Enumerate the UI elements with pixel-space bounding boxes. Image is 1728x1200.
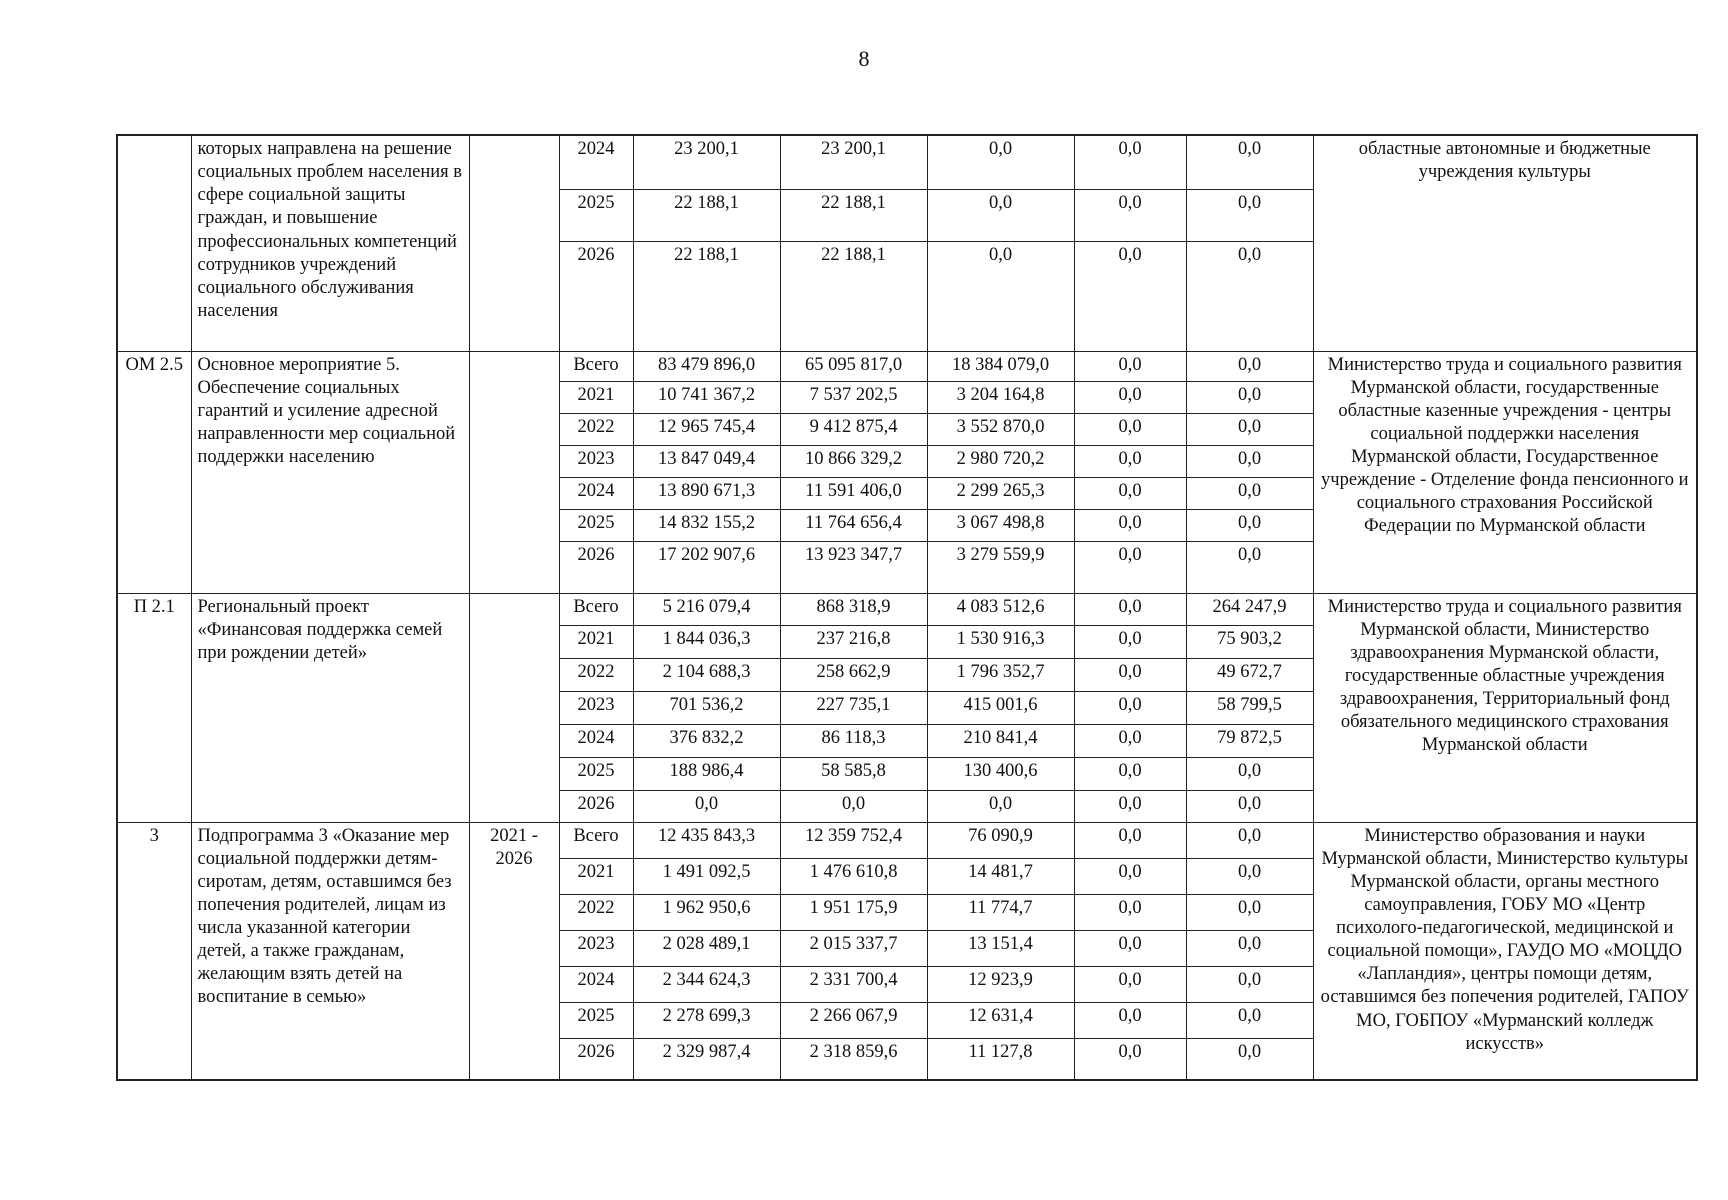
- year-cell: Всего: [559, 593, 633, 625]
- executor-cell: областные автономные и бюджетные учреждения культуры: [1313, 135, 1697, 351]
- measure-code: П 2.1: [117, 593, 191, 822]
- other-sources-cell: 49 672,7: [1186, 658, 1313, 691]
- federal-budget-cell: 4 083 512,6: [927, 593, 1074, 625]
- local-budget-cell: 0,0: [1074, 757, 1186, 790]
- other-sources-cell: 0,0: [1186, 822, 1313, 858]
- federal-budget-cell: 3 552 870,0: [927, 413, 1074, 445]
- regional-budget-cell: 9 412 875,4: [780, 413, 927, 445]
- total-cell: 22 188,1: [633, 189, 780, 241]
- regional-budget-cell: 22 188,1: [780, 189, 927, 241]
- local-budget-cell: 0,0: [1074, 1002, 1186, 1038]
- other-sources-cell: 0,0: [1186, 351, 1313, 381]
- year-cell: 2026: [559, 541, 633, 593]
- year-cell: 2024: [559, 135, 633, 189]
- total-cell: 1 491 092,5: [633, 858, 780, 894]
- measure-period: [469, 351, 559, 593]
- other-sources-cell: 0,0: [1186, 189, 1313, 241]
- federal-budget-cell: 12 923,9: [927, 966, 1074, 1002]
- other-sources-cell: 0,0: [1186, 1002, 1313, 1038]
- federal-budget-cell: 3 067 498,8: [927, 509, 1074, 541]
- executor-cell: Министерство труда и социального развития Мурманской области, государственные областные казенные учреждения - центры социальной поддержки населения Мурманской области, Государственное учреждение - Отделение фонда пенсионного и социального страхования Российской Федерации по Мурманской области: [1313, 351, 1697, 593]
- regional-budget-cell: 10 866 329,2: [780, 445, 927, 477]
- table-row: [117, 135, 1697, 189]
- regional-budget-cell: 13 923 347,7: [780, 541, 927, 593]
- page-number: 8: [858, 46, 870, 71]
- executor-cell: Министерство труда и социального развития Мурманской области, Министерство здравоохранения Мурманской области, государственные областные учреждения здравоохранения, Территориальный фонд обязательного медицинского страхования Мурманской области: [1313, 593, 1697, 822]
- measure-name: Основное мероприятие 5. Обеспечение социальных гарантий и усиление адресной направленности мер социальной поддержки населению: [191, 351, 469, 593]
- other-sources-cell: 0,0: [1186, 241, 1313, 351]
- federal-budget-cell: 13 151,4: [927, 930, 1074, 966]
- measure-code: 3: [117, 822, 191, 1080]
- year-cell: 2022: [559, 658, 633, 691]
- measure-period: 2021 - 2026: [469, 822, 559, 1080]
- year-cell: 2025: [559, 509, 633, 541]
- local-budget-cell: 0,0: [1074, 724, 1186, 757]
- total-cell: 188 986,4: [633, 757, 780, 790]
- regional-budget-cell: 0,0: [780, 790, 927, 822]
- federal-budget-cell: 1 530 916,3: [927, 625, 1074, 658]
- local-budget-cell: 0,0: [1074, 445, 1186, 477]
- regional-budget-cell: 23 200,1: [780, 135, 927, 189]
- year-cell: 2023: [559, 445, 633, 477]
- total-cell: 701 536,2: [633, 691, 780, 724]
- regional-budget-cell: 2 331 700,4: [780, 966, 927, 1002]
- local-budget-cell: 0,0: [1074, 477, 1186, 509]
- total-cell: 13 890 671,3: [633, 477, 780, 509]
- federal-budget-cell: 11 127,8: [927, 1038, 1074, 1080]
- regional-budget-cell: 2 266 067,9: [780, 1002, 927, 1038]
- other-sources-cell: 0,0: [1186, 930, 1313, 966]
- local-budget-cell: 0,0: [1074, 930, 1186, 966]
- regional-budget-cell: 11 764 656,4: [780, 509, 927, 541]
- other-sources-cell: 58 799,5: [1186, 691, 1313, 724]
- local-budget-cell: 0,0: [1074, 189, 1186, 241]
- federal-budget-cell: 415 001,6: [927, 691, 1074, 724]
- year-cell: 2025: [559, 1002, 633, 1038]
- year-cell: Всего: [559, 351, 633, 381]
- local-budget-cell: 0,0: [1074, 691, 1186, 724]
- year-cell: 2024: [559, 477, 633, 509]
- local-budget-cell: 0,0: [1074, 790, 1186, 822]
- regional-budget-cell: 2 318 859,6: [780, 1038, 927, 1080]
- other-sources-cell: 0,0: [1186, 966, 1313, 1002]
- federal-budget-cell: 76 090,9: [927, 822, 1074, 858]
- local-budget-cell: 0,0: [1074, 541, 1186, 593]
- regional-budget-cell: 868 318,9: [780, 593, 927, 625]
- regional-budget-cell: 86 118,3: [780, 724, 927, 757]
- federal-budget-cell: 1 796 352,7: [927, 658, 1074, 691]
- local-budget-cell: 0,0: [1074, 509, 1186, 541]
- regional-budget-cell: 58 585,8: [780, 757, 927, 790]
- executor-cell: Министерство образования и науки Мурманской области, Министерство культуры Мурманской области, органы местного самоуправления, ГОБУ МО «Центр психолого-педагогической, медицинской и социальной помощи», ГАУДО МО «МОЦДО «Лапландия», центры помощи детям, оставшимся без попечения родителей, ГАПОУ МО, ГОБПОУ «Мурманский колледж искусств»: [1313, 822, 1697, 1080]
- regional-budget-cell: 227 735,1: [780, 691, 927, 724]
- year-cell: 2021: [559, 381, 633, 413]
- table-row: [117, 593, 1697, 625]
- other-sources-cell: 0,0: [1186, 1038, 1313, 1080]
- other-sources-cell: 0,0: [1186, 477, 1313, 509]
- year-cell: 2025: [559, 189, 633, 241]
- measure-period: [469, 135, 559, 351]
- federal-budget-cell: 14 481,7: [927, 858, 1074, 894]
- year-cell: 2021: [559, 858, 633, 894]
- table-row: [117, 822, 1697, 858]
- total-cell: 2 278 699,3: [633, 1002, 780, 1038]
- regional-budget-cell: 11 591 406,0: [780, 477, 927, 509]
- other-sources-cell: 0,0: [1186, 509, 1313, 541]
- total-cell: 10 741 367,2: [633, 381, 780, 413]
- federal-budget-cell: 3 279 559,9: [927, 541, 1074, 593]
- total-cell: 0,0: [633, 790, 780, 822]
- year-cell: 2022: [559, 894, 633, 930]
- total-cell: 12 965 745,4: [633, 413, 780, 445]
- regional-budget-cell: 12 359 752,4: [780, 822, 927, 858]
- total-cell: 2 104 688,3: [633, 658, 780, 691]
- federal-budget-cell: 18 384 079,0: [927, 351, 1074, 381]
- year-cell: Всего: [559, 822, 633, 858]
- total-cell: 1 962 950,6: [633, 894, 780, 930]
- regional-budget-cell: 65 095 817,0: [780, 351, 927, 381]
- regional-budget-cell: 1 951 175,9: [780, 894, 927, 930]
- total-cell: 83 479 896,0: [633, 351, 780, 381]
- measure-period: [469, 593, 559, 822]
- other-sources-cell: 0,0: [1186, 894, 1313, 930]
- regional-budget-cell: 237 216,8: [780, 625, 927, 658]
- other-sources-cell: 0,0: [1186, 413, 1313, 445]
- other-sources-cell: 0,0: [1186, 445, 1313, 477]
- other-sources-cell: 264 247,9: [1186, 593, 1313, 625]
- year-cell: 2026: [559, 241, 633, 351]
- other-sources-cell: 79 872,5: [1186, 724, 1313, 757]
- local-budget-cell: 0,0: [1074, 822, 1186, 858]
- federal-budget-cell: 3 204 164,8: [927, 381, 1074, 413]
- federal-budget-cell: 11 774,7: [927, 894, 1074, 930]
- local-budget-cell: 0,0: [1074, 413, 1186, 445]
- regional-budget-cell: 2 015 337,7: [780, 930, 927, 966]
- federal-budget-cell: 0,0: [927, 790, 1074, 822]
- total-cell: 14 832 155,2: [633, 509, 780, 541]
- year-cell: 2026: [559, 1038, 633, 1080]
- local-budget-cell: 0,0: [1074, 381, 1186, 413]
- federal-budget-cell: 0,0: [927, 189, 1074, 241]
- year-cell: 2023: [559, 930, 633, 966]
- year-cell: 2022: [559, 413, 633, 445]
- total-cell: 23 200,1: [633, 135, 780, 189]
- measure-name: которых направлена на решение социальных проблем населения в сфере социальной защиты граждан, и повышение профессиональных компетенций сотрудников учреждений социального обслуживания населения: [191, 135, 469, 351]
- other-sources-cell: 0,0: [1186, 790, 1313, 822]
- year-cell: 2021: [559, 625, 633, 658]
- regional-budget-cell: 7 537 202,5: [780, 381, 927, 413]
- regional-budget-cell: 258 662,9: [780, 658, 927, 691]
- other-sources-cell: 0,0: [1186, 381, 1313, 413]
- total-cell: 376 832,2: [633, 724, 780, 757]
- federal-budget-cell: 210 841,4: [927, 724, 1074, 757]
- other-sources-cell: 75 903,2: [1186, 625, 1313, 658]
- regional-budget-cell: 22 188,1: [780, 241, 927, 351]
- measure-name: Подпрограмма 3 «Оказание мер социальной поддержки детям-сиротам, детям, оставшимся без попечения родителей, лицам из числа указанной категории детей, а также гражданам, желающим взять детей на воспитание в семью»: [191, 822, 469, 1080]
- federal-budget-cell: 130 400,6: [927, 757, 1074, 790]
- local-budget-cell: 0,0: [1074, 858, 1186, 894]
- total-cell: 2 344 624,3: [633, 966, 780, 1002]
- table-row: [117, 351, 1697, 381]
- total-cell: 2 329 987,4: [633, 1038, 780, 1080]
- local-budget-cell: 0,0: [1074, 966, 1186, 1002]
- year-cell: 2025: [559, 757, 633, 790]
- measure-code: [117, 135, 191, 351]
- local-budget-cell: 0,0: [1074, 593, 1186, 625]
- other-sources-cell: 0,0: [1186, 858, 1313, 894]
- total-cell: 1 844 036,3: [633, 625, 780, 658]
- total-cell: 5 216 079,4: [633, 593, 780, 625]
- year-cell: 2026: [559, 790, 633, 822]
- other-sources-cell: 0,0: [1186, 757, 1313, 790]
- federal-budget-cell: 2 299 265,3: [927, 477, 1074, 509]
- total-cell: 17 202 907,6: [633, 541, 780, 593]
- local-budget-cell: 0,0: [1074, 241, 1186, 351]
- regional-budget-cell: 1 476 610,8: [780, 858, 927, 894]
- year-cell: 2023: [559, 691, 633, 724]
- local-budget-cell: 0,0: [1074, 1038, 1186, 1080]
- federal-budget-cell: 0,0: [927, 135, 1074, 189]
- total-cell: 22 188,1: [633, 241, 780, 351]
- program-table: [116, 134, 1698, 1081]
- local-budget-cell: 0,0: [1074, 658, 1186, 691]
- local-budget-cell: 0,0: [1074, 625, 1186, 658]
- local-budget-cell: 0,0: [1074, 351, 1186, 381]
- total-cell: 13 847 049,4: [633, 445, 780, 477]
- other-sources-cell: 0,0: [1186, 541, 1313, 593]
- year-cell: 2024: [559, 966, 633, 1002]
- local-budget-cell: 0,0: [1074, 894, 1186, 930]
- year-cell: 2024: [559, 724, 633, 757]
- federal-budget-cell: 0,0: [927, 241, 1074, 351]
- local-budget-cell: 0,0: [1074, 135, 1186, 189]
- other-sources-cell: 0,0: [1186, 135, 1313, 189]
- total-cell: 2 028 489,1: [633, 930, 780, 966]
- federal-budget-cell: 12 631,4: [927, 1002, 1074, 1038]
- measure-code: ОМ 2.5: [117, 351, 191, 593]
- total-cell: 12 435 843,3: [633, 822, 780, 858]
- measure-name: Региональный проект «Финансовая поддержка семей при рождении детей»: [191, 593, 469, 822]
- federal-budget-cell: 2 980 720,2: [927, 445, 1074, 477]
